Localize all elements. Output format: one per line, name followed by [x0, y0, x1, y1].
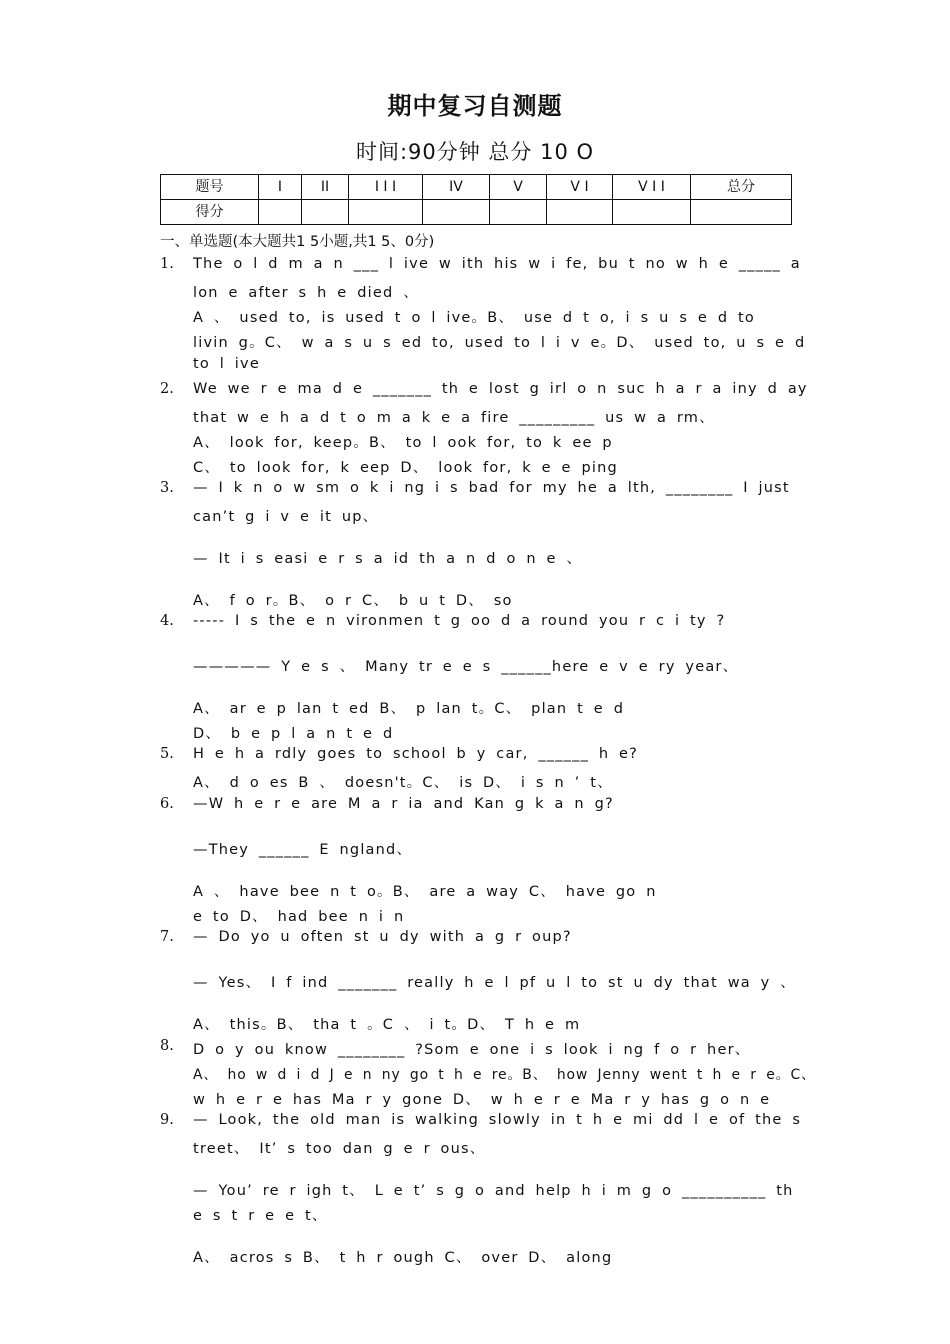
question-text: The o l d m a n ___ l ive w ith his w i fe, bu t no w h e _____ a: [193, 256, 801, 272]
answer-options: A、 this。B、 tha t 。C 、 i t。D、 T h e m: [193, 1017, 581, 1033]
header-cell: I: [259, 175, 302, 200]
header-cell: II: [302, 175, 349, 200]
exam-time-score: 时间:90分钟 总分 10 O: [355, 140, 595, 164]
question-text: — It i s easi e r s a id th a n d o n e 、: [193, 551, 583, 567]
header-cell: IV: [423, 175, 490, 200]
score-cell[interactable]: [423, 200, 490, 225]
answer-options: w h e r e has Ma r y gone D、 w h e r e Ma r y has g o n e: [193, 1092, 771, 1108]
score-cell[interactable]: [613, 200, 691, 225]
answer-options: A、 ar e p lan t ed B、 p lan t。C、 plan t e d: [193, 701, 625, 717]
page-title: 期中复习自测题: [387, 92, 563, 120]
answer-options: e to D、 had bee n i n: [193, 909, 405, 925]
score-table-score-row: [161, 200, 792, 225]
question-text: H e h a rdly goes to school b y car, ______ h e?: [193, 746, 639, 762]
score-cell[interactable]: [259, 200, 302, 225]
answer-options: A、 acros s B、 t h r ough C、 over D、 along: [193, 1250, 613, 1266]
question-number: 9.: [160, 1112, 174, 1128]
question-text: — You’ re r igh t、 L e t’ s g o and help h i m g o __________ th: [193, 1183, 794, 1199]
question-number: 7.: [160, 929, 174, 945]
question-text: ————— Y e s 、 Many tr e e s ______here e v e ry year、: [193, 659, 739, 675]
row-label: 得分: [161, 200, 259, 225]
question-text: treet、 It’ s too dan g e r ous、: [193, 1141, 486, 1157]
question-text: —W h e r e are M a r ia and Kan g k a n g?: [193, 796, 614, 812]
score-table: [160, 174, 792, 225]
question-text: D o y ou know ________ ?Som e one i s look i ng f o r her、: [193, 1042, 751, 1058]
answer-options: A 、 have bee n t o。B、 are a way C、 have go n: [193, 884, 657, 900]
answer-options: livin g。C、 w a s u s ed to, used to l i v e。D、 used to, u s e d: [193, 335, 806, 351]
question-number: 4.: [160, 613, 174, 629]
question-text: — I k n o w sm o k i ng i s bad for my he a lth, ________ I just: [193, 480, 790, 496]
score-cell[interactable]: [691, 200, 792, 225]
score-cell[interactable]: [302, 200, 349, 225]
question-text: e s t r e e t、: [193, 1208, 328, 1224]
header-cell: V I: [547, 175, 613, 200]
question-text: can’t g i v e it up、: [193, 509, 379, 525]
question-number: 3.: [160, 480, 174, 496]
header-cell: 题号: [161, 175, 259, 200]
question-number: 8.: [160, 1038, 174, 1054]
question-number: 1.: [160, 256, 174, 272]
header-cell: I I I: [349, 175, 423, 200]
question-text: ----- I s the e n vironmen t g oo d a round you r c i ty ?: [193, 613, 726, 629]
answer-options: D、 b e p l a n t e d: [193, 726, 394, 742]
question-number: 6.: [160, 796, 174, 812]
question-text: lon e after s h e died 、: [193, 285, 419, 301]
score-table-header-row: [161, 175, 792, 200]
answer-options: C、 to look for, k eep D、 look for, k e e ping: [193, 460, 618, 476]
answer-options: A 、 used to, is used t o l ive。B、 use d t o, i s u s e d to: [193, 310, 755, 326]
question-text: We we r e ma d e _______ th e lost g irl o n suc h a r a iny d ay: [193, 381, 808, 397]
header-cell: V: [490, 175, 547, 200]
score-cell[interactable]: [490, 200, 547, 225]
answer-options: A、 d o es B 、 doesn't。C、 is D、 i s n ’ t、: [193, 775, 613, 791]
question-text: — Do yo u often st u dy with a g r oup?: [193, 929, 572, 945]
question-number: 5.: [160, 746, 174, 762]
score-cell[interactable]: [349, 200, 423, 225]
question-text: — Yes、 I f ind _______ really h e l pf u l to st u dy that wa y 、: [193, 975, 796, 991]
answer-options: A、 f o r。B、 o r C、 b u t D、 so: [193, 593, 513, 609]
answer-options: to l ive: [193, 356, 260, 372]
question-text: —They ______ E ngland、: [193, 842, 413, 858]
header-cell: V I I: [613, 175, 691, 200]
section-heading: 一、单选题(本大题共1 5小题,共1 5、0分): [160, 234, 435, 250]
answer-options: A、 look for, keep。B、 to l ook for, to k ee p: [193, 435, 613, 451]
header-cell: 总分: [691, 175, 792, 200]
question-number: 2.: [160, 381, 174, 397]
answer-options: A、 ho w d i d J e n ny go t h e re。B、 how Jenny went t h e r e。C、: [193, 1067, 816, 1083]
score-cell[interactable]: [547, 200, 613, 225]
question-text: — Look, the old man is walking slowly in t h e mi dd l e of the s: [193, 1112, 802, 1128]
question-text: that w e h a d t o m a k e a fire _________ us w a rm、: [193, 410, 715, 426]
